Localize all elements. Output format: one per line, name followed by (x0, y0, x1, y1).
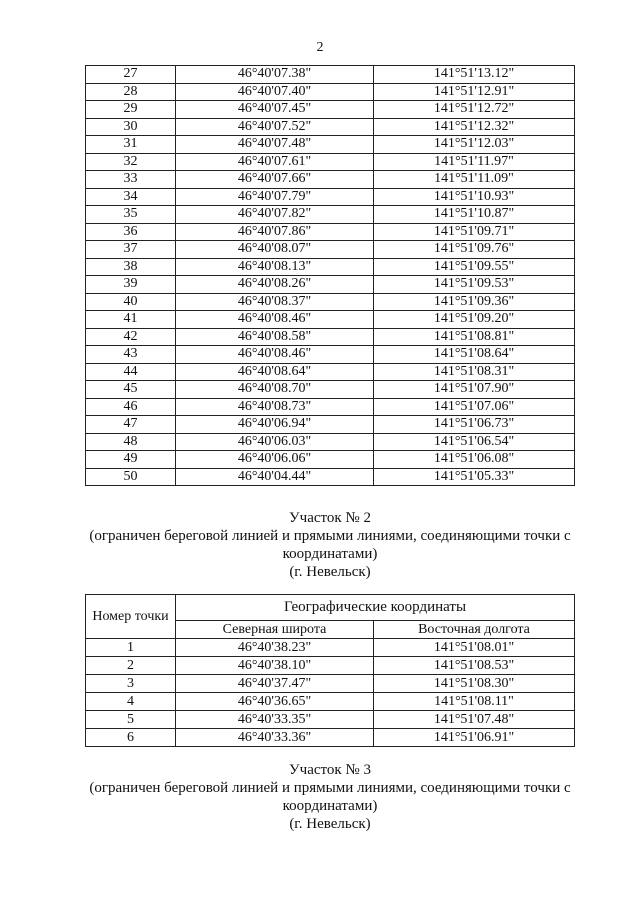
longitude-cell: 141°51'08.31" (374, 363, 575, 381)
table-row (86, 188, 575, 206)
point-number-cell: 38 (86, 258, 176, 276)
longitude-cell: 141°51'12.03" (374, 136, 575, 154)
point-number-cell: 27 (86, 66, 176, 84)
latitude-cell: 46°40'38.10" (176, 657, 374, 675)
table-row (86, 675, 575, 693)
table-row (86, 136, 575, 154)
header-point-number: Номер точки (86, 595, 176, 639)
longitude-cell: 141°51'08.11" (374, 693, 575, 711)
longitude-cell: 141°51'08.01" (374, 639, 575, 657)
table-row (86, 711, 575, 729)
point-number-cell: 6 (86, 729, 176, 747)
coordinates-table-2-body (86, 639, 575, 747)
longitude-cell: 141°51'10.87" (374, 206, 575, 224)
longitude-cell: 141°51'06.54" (374, 433, 575, 451)
point-number-cell: 29 (86, 101, 176, 119)
longitude-cell: 141°51'09.76" (374, 241, 575, 259)
table-row (86, 118, 575, 136)
section-3-description-line-1: (ограничен береговой линией и прямыми линиями, соединяющими точки с (89, 780, 571, 796)
coordinates-table-1 (85, 65, 575, 486)
table-row (86, 101, 575, 119)
longitude-cell: 141°51'08.64" (374, 346, 575, 364)
point-number-cell: 35 (86, 206, 176, 224)
point-number-cell: 34 (86, 188, 176, 206)
latitude-cell: 46°40'08.46" (176, 311, 374, 329)
point-number-cell: 43 (86, 346, 176, 364)
point-number-cell: 4 (86, 693, 176, 711)
latitude-cell: 46°40'07.61" (176, 153, 374, 171)
table-row (86, 83, 575, 101)
point-number-cell: 3 (86, 675, 176, 693)
longitude-cell: 141°51'05.33" (374, 468, 575, 486)
table-row (86, 398, 575, 416)
point-number-cell: 50 (86, 468, 176, 486)
longitude-cell: 141°51'09.55" (374, 258, 575, 276)
section-3-description-line-2: координатами) (282, 798, 378, 814)
latitude-cell: 46°40'33.36" (176, 729, 374, 747)
latitude-cell: 46°40'08.70" (176, 381, 374, 399)
table-row (86, 293, 575, 311)
table-row (86, 66, 575, 84)
longitude-cell: 141°51'12.32" (374, 118, 575, 136)
point-number-cell: 48 (86, 433, 176, 451)
table-row (86, 206, 575, 224)
longitude-cell: 141°51'07.06" (374, 398, 575, 416)
longitude-cell: 141°51'09.53" (374, 276, 575, 294)
table-row (86, 468, 575, 486)
latitude-cell: 46°40'07.66" (176, 171, 374, 189)
header-geographic-coordinates: Географические координаты (176, 595, 575, 621)
table-row (86, 381, 575, 399)
table-row (86, 276, 575, 294)
longitude-cell: 141°51'06.73" (374, 416, 575, 434)
point-number-cell: 33 (86, 171, 176, 189)
latitude-cell: 46°40'07.48" (176, 136, 374, 154)
latitude-cell: 46°40'06.94" (176, 416, 374, 434)
page-number: 2 (316, 40, 324, 55)
latitude-cell: 46°40'08.64" (176, 363, 374, 381)
table-row (86, 657, 575, 675)
point-number-cell: 40 (86, 293, 176, 311)
point-number-cell: 2 (86, 657, 176, 675)
longitude-cell: 141°51'08.30" (374, 675, 575, 693)
section-2 (0, 509, 640, 581)
latitude-cell: 46°40'07.45" (176, 101, 374, 119)
latitude-cell: 46°40'07.82" (176, 206, 374, 224)
table-row (86, 328, 575, 346)
table-2-header-row-1 (86, 595, 575, 621)
latitude-cell: 46°40'06.03" (176, 433, 374, 451)
point-number-cell: 32 (86, 153, 176, 171)
longitude-cell: 141°51'09.36" (374, 293, 575, 311)
table-row (86, 729, 575, 747)
table-row (86, 223, 575, 241)
latitude-cell: 46°40'08.58" (176, 328, 374, 346)
section-3-city: (г. Невельск) (289, 816, 371, 832)
table-row (86, 346, 575, 364)
coordinates-table-1-body (86, 66, 575, 486)
point-number-cell: 28 (86, 83, 176, 101)
header-east-longitude: Восточная долгота (374, 621, 575, 639)
section-2-description-line-2: координатами) (282, 546, 378, 562)
longitude-cell: 141°51'06.91" (374, 729, 575, 747)
point-number-cell: 36 (86, 223, 176, 241)
longitude-cell: 141°51'12.72" (374, 101, 575, 119)
latitude-cell: 46°40'08.13" (176, 258, 374, 276)
longitude-cell: 141°51'09.20" (374, 311, 575, 329)
point-number-cell: 42 (86, 328, 176, 346)
longitude-cell: 141°51'07.90" (374, 381, 575, 399)
longitude-cell: 141°51'09.71" (374, 223, 575, 241)
section-2-title: Участок № 2 (289, 510, 371, 526)
latitude-cell: 46°40'07.52" (176, 118, 374, 136)
point-number-cell: 30 (86, 118, 176, 136)
section-2-city: (г. Невельск) (289, 564, 371, 580)
point-number-cell: 41 (86, 311, 176, 329)
point-number-cell: 37 (86, 241, 176, 259)
longitude-cell: 141°51'06.08" (374, 451, 575, 469)
section-3-title: Участок № 3 (289, 762, 371, 778)
point-number-cell: 39 (86, 276, 176, 294)
table-row (86, 171, 575, 189)
table-row (86, 416, 575, 434)
header-north-latitude: Северная широта (176, 621, 374, 639)
latitude-cell: 46°40'06.06" (176, 451, 374, 469)
latitude-cell: 46°40'38.23" (176, 639, 374, 657)
point-number-cell: 47 (86, 416, 176, 434)
latitude-cell: 46°40'08.26" (176, 276, 374, 294)
point-number-cell: 49 (86, 451, 176, 469)
longitude-cell: 141°51'11.97" (374, 153, 575, 171)
latitude-cell: 46°40'08.37" (176, 293, 374, 311)
latitude-cell: 46°40'07.79" (176, 188, 374, 206)
table-row (86, 639, 575, 657)
point-number-cell: 46 (86, 398, 176, 416)
latitude-cell: 46°40'08.73" (176, 398, 374, 416)
longitude-cell: 141°51'12.91" (374, 83, 575, 101)
latitude-cell: 46°40'36.65" (176, 693, 374, 711)
longitude-cell: 141°51'08.81" (374, 328, 575, 346)
table-row (86, 311, 575, 329)
table-row (86, 153, 575, 171)
longitude-cell: 141°51'10.93" (374, 188, 575, 206)
section-3 (0, 761, 640, 833)
latitude-cell: 46°40'04.44" (176, 468, 374, 486)
longitude-cell: 141°51'13.12" (374, 66, 575, 84)
table-row (86, 258, 575, 276)
point-number-cell: 44 (86, 363, 176, 381)
latitude-cell: 46°40'33.35" (176, 711, 374, 729)
latitude-cell: 46°40'08.07" (176, 241, 374, 259)
latitude-cell: 46°40'07.40" (176, 83, 374, 101)
longitude-cell: 141°51'08.53" (374, 657, 575, 675)
longitude-cell: 141°51'11.09" (374, 171, 575, 189)
point-number-cell: 31 (86, 136, 176, 154)
coordinates-table-2 (85, 594, 575, 747)
point-number-cell: 1 (86, 639, 176, 657)
table-row (86, 433, 575, 451)
table-row (86, 363, 575, 381)
section-2-description-line-1: (ограничен береговой линией и прямыми линиями, соединяющими точки с (89, 528, 571, 544)
latitude-cell: 46°40'08.46" (176, 346, 374, 364)
table-row (86, 451, 575, 469)
latitude-cell: 46°40'07.38" (176, 66, 374, 84)
longitude-cell: 141°51'07.48" (374, 711, 575, 729)
table-row (86, 693, 575, 711)
table-row (86, 241, 575, 259)
point-number-cell: 45 (86, 381, 176, 399)
point-number-cell: 5 (86, 711, 176, 729)
latitude-cell: 46°40'07.86" (176, 223, 374, 241)
latitude-cell: 46°40'37.47" (176, 675, 374, 693)
